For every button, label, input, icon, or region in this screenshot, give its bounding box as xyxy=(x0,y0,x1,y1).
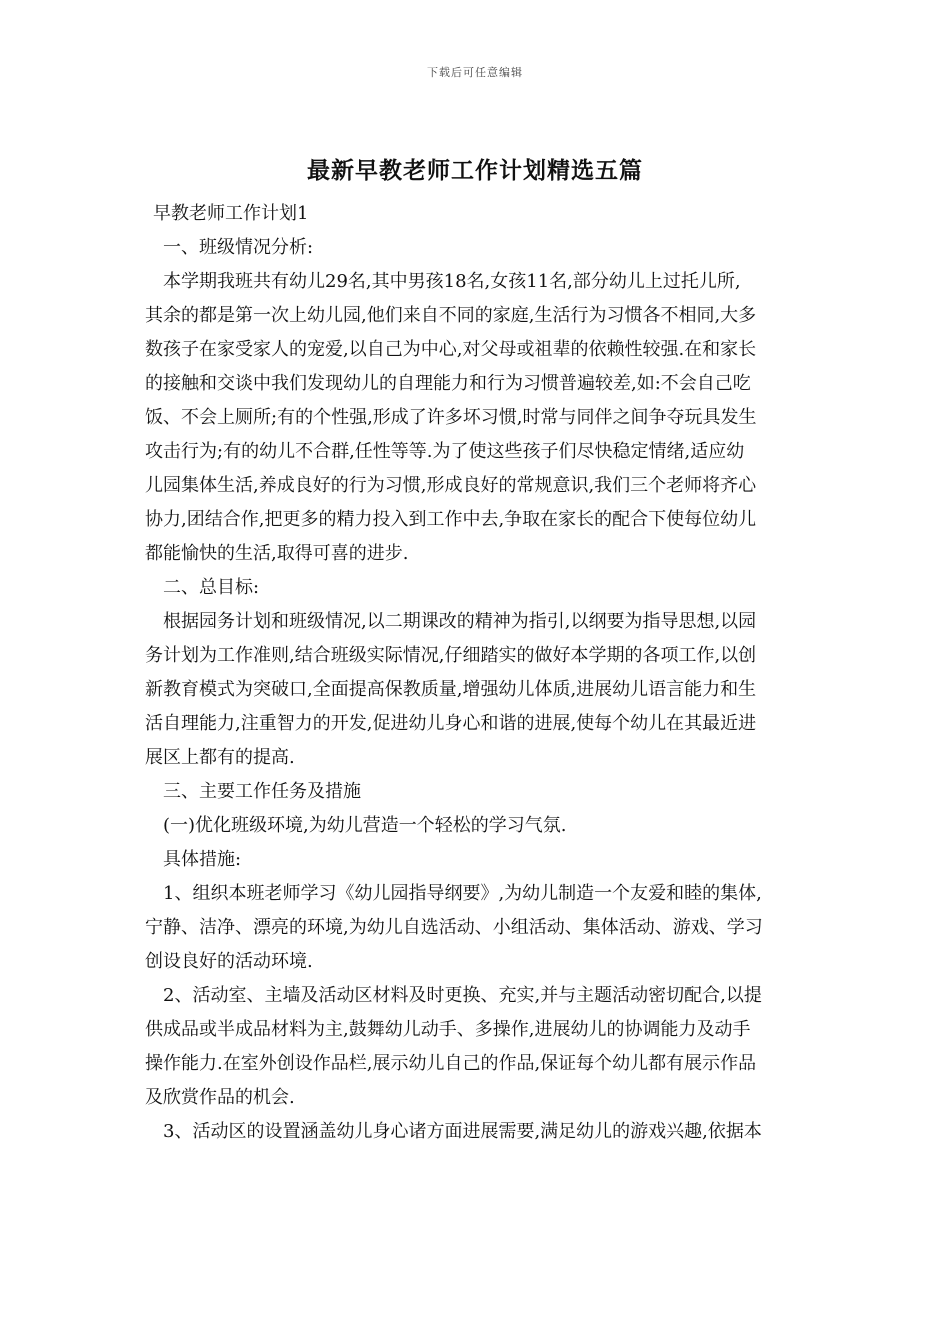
paragraph-line: 攻击行为;有的幼儿不合群,任性等等.为了使这些孩子们尽快稳定情绪,适应幼 xyxy=(145,441,745,462)
paragraph-line: 新教育模式为突破口,全面提高保教质量,增强幼儿体质,进展幼儿语言能力和生 xyxy=(145,679,757,700)
plan-subtitle: 早教老师工作计划1 xyxy=(153,203,309,224)
document-title: 最新早教老师工作计划精选五篇 xyxy=(307,157,643,184)
document-body xyxy=(145,197,810,1149)
paragraph-line: 都能愉快的生活,取得可喜的进步. xyxy=(145,543,409,564)
paragraph-line: 本学期我班共有幼儿29名,其中男孩18名,女孩11名,部分幼儿上过托儿所, xyxy=(163,271,741,292)
section1-heading: 一、班级情况分析: xyxy=(163,237,314,258)
paragraph-line: 供成品或半成品材料为主,鼓舞幼儿动手、多操作,进展幼儿的协调能力及动手 xyxy=(145,1019,751,1040)
paragraph-line: 宁静、洁净、漂亮的环境,为幼儿自选活动、小组活动、集体活动、游戏、学习 xyxy=(145,917,763,938)
measure-item-3 xyxy=(145,1115,810,1149)
paragraph-line: 1、组织本班老师学习《幼儿园指导纲要》,为幼儿制造一个友爱和睦的集体, xyxy=(163,883,762,904)
paragraph-line: 2、活动室、主墙及活动区材料及时更换、充实,并与主题活动密切配合,以提 xyxy=(163,985,762,1006)
section2-heading: 二、总目标: xyxy=(163,577,260,598)
paragraph-line: 数孩子在家受家人的宠爱,以自己为中心,对父母或祖辈的依赖性较强.在和家长 xyxy=(145,339,757,360)
paragraph-line: 操作能力.在室外创设作品栏,展示幼儿自己的作品,保证每个幼儿都有展示作品 xyxy=(145,1053,757,1074)
paragraph-line: 儿园集体生活,养成良好的行为习惯,形成良好的常规意识,我们三个老师将齐心 xyxy=(145,475,757,496)
paragraph-line: 协力,团结合作,把更多的精力投入到工作中去,争取在家长的配合下使每位幼儿 xyxy=(145,509,757,530)
section2-paragraph xyxy=(145,605,810,775)
paragraph-line: 的接触和交谈中我们发现幼儿的自理能力和行为习惯普遍较差,如:不会自己吃 xyxy=(145,373,751,394)
measure-item-1 xyxy=(145,877,810,979)
section3-heading: 三、主要工作任务及措施 xyxy=(163,781,361,802)
header-note: 下载后可任意编辑 xyxy=(427,66,523,79)
section1-paragraph xyxy=(145,265,810,571)
paragraph-line: 及欣赏作品的机会. xyxy=(145,1087,295,1108)
measure-item-2 xyxy=(145,979,810,1115)
measures-label: 具体措施: xyxy=(163,849,242,870)
paragraph-line: 创设良好的活动环境. xyxy=(145,951,313,972)
paragraph-line: 根据园务计划和班级情况,以二期课改的精神为指引,以纲要为指导思想,以园 xyxy=(163,611,757,632)
paragraph-line: 3、活动区的设置涵盖幼儿身心诸方面进展需要,满足幼儿的游戏兴趣,依据本 xyxy=(163,1121,762,1142)
section3-subheading: (一)优化班级环境,为幼儿营造一个轻松的学习气氛. xyxy=(163,815,567,836)
paragraph-line: 务计划为工作准则,结合班级实际情况,仔细踏实的做好本学期的各项工作,以创 xyxy=(145,645,757,666)
paragraph-line: 展区上都有的提高. xyxy=(145,747,295,768)
paragraph-line: 活自理能力,注重智力的开发,促进幼儿身心和谐的进展,使每个幼儿在其最近进 xyxy=(145,713,757,734)
paragraph-line: 其余的都是第一次上幼儿园,他们来自不同的家庭,生活行为习惯各不相同,大多 xyxy=(145,305,757,326)
paragraph-line: 饭、不会上厕所;有的个性强,形成了许多坏习惯,时常与同伴之间争夺玩具发生 xyxy=(145,407,757,428)
